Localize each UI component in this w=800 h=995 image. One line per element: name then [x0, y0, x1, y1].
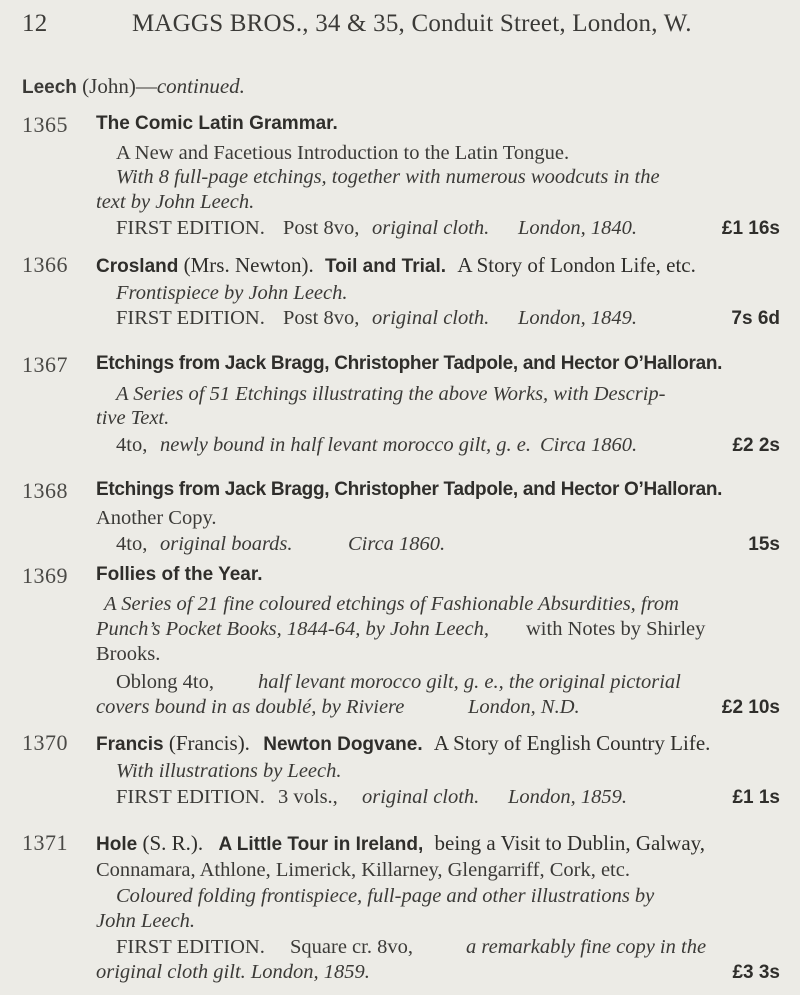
binding-label: original cloth. — [372, 217, 490, 239]
imprint-label: original cloth gilt. London, 1859. — [96, 961, 370, 983]
lot-number: 1367 — [22, 352, 68, 377]
entry-title: The Comic Latin Grammar. — [96, 113, 338, 134]
author-note: (John)— — [82, 74, 157, 98]
edition-label: FIRST EDITION. — [116, 307, 265, 329]
price-label: 15s — [748, 534, 780, 555]
binding-label: half levant morocco gilt, g. e., the original pictorial — [258, 671, 681, 693]
format-label: Post 8vo, — [283, 217, 360, 239]
entry-description: Frontispiece by John Leech. — [116, 282, 348, 304]
entry-description: A Series of 21 fine coloured etchings of Fashionable Absurdities, from — [104, 593, 679, 615]
price-label: £3 3s — [732, 962, 780, 983]
binding-label: original cloth. — [372, 307, 490, 329]
entry-description: text by John Leech. — [96, 191, 255, 213]
format-label: Square cr. 8vo, — [290, 936, 413, 958]
imprint-label: London, 1840. — [518, 217, 638, 239]
continued-label: continued. — [156, 74, 245, 98]
lot-number: 1366 — [22, 252, 68, 277]
entry-description: with Notes by Shirley — [526, 618, 706, 640]
lot-number: 1371 — [22, 830, 68, 855]
lot-number: 1369 — [22, 563, 68, 588]
entry-description: tive Text. — [96, 407, 170, 429]
lot-number: 1370 — [22, 730, 68, 755]
entry-description: Coloured folding frontispiece, full-page and other illustrations by — [116, 885, 655, 907]
edition-label: FIRST EDITION. — [116, 786, 265, 808]
price-label: £1 1s — [732, 787, 780, 808]
format-label: 4to, — [116, 434, 148, 456]
binding-label: original cloth. — [362, 786, 480, 808]
entry-description: A New and Facetious Introduction to the Latin Tongue. — [116, 142, 570, 164]
entry-description: Another Copy. — [96, 507, 217, 529]
entry-title: Hole (S. R.). A Little Tour in Ireland, being a Visit to Dublin, Galway, — [96, 831, 706, 855]
entry-title: Francis (Francis). Newton Dogvane. A Story of English Country Life. — [96, 731, 711, 755]
entry-description: Punch’s Pocket Books, 1844-64, by John Leech, — [96, 618, 489, 640]
entry-description: With 8 full-page etchings, together with numerous woodcuts in the — [116, 166, 660, 188]
imprint-label: London, 1849. — [518, 307, 638, 329]
author-heading — [22, 74, 245, 99]
imprint-label: Circa 1860. — [540, 434, 638, 456]
binding-label: covers bound in as doublé, by Riviere — [96, 696, 405, 718]
entry-title: Follies of the Year. — [96, 564, 263, 585]
imprint-label: London, N.D. — [468, 696, 580, 718]
entry-description: With illustrations by Leech. — [116, 760, 342, 782]
page-header — [22, 10, 780, 42]
price-label: £1 16s — [721, 218, 780, 239]
format-label: 4to, — [116, 533, 148, 555]
entry-title: Crosland (Mrs. Newton). Toil and Trial. A Story of London Life, etc. — [96, 253, 696, 277]
format-label: 3 vols., — [278, 786, 338, 808]
lot-number: 1365 — [22, 112, 68, 137]
lot-number: 1368 — [22, 478, 68, 503]
edition-label: FIRST EDITION. — [116, 217, 265, 239]
format-label: Oblong 4to, — [116, 671, 214, 693]
entry-description: Brooks. — [96, 643, 161, 665]
price-label: 7s 6d — [731, 308, 780, 329]
imprint-label: Circa 1860. — [348, 533, 446, 555]
edition-label: FIRST EDITION. — [116, 936, 265, 958]
entry-description: A Series of 51 Etchings illustrating the above Works, with Descrip- — [116, 383, 666, 405]
binding-label: original boards. — [160, 533, 293, 555]
format-label: Post 8vo, — [283, 307, 360, 329]
price-label: £2 10s — [721, 697, 780, 718]
author-name: Leech — [22, 77, 77, 98]
entry-description: Connamara, Athlone, Limerick, Killarney, Glengarriff, Cork, etc. — [96, 859, 630, 881]
price-label: £2 2s — [732, 435, 780, 456]
entry-description: John Leech. — [96, 910, 196, 932]
entry-title: Etchings from Jack Bragg, Christopher Tadpole, and Hector O’Halloran. — [96, 479, 723, 500]
imprint-label: London, 1859. — [508, 786, 628, 808]
page-number: 12 — [22, 10, 48, 37]
binding-label: newly bound in half levant morocco gilt, g. e. — [160, 434, 532, 456]
publisher-line: MAGGS BROS., 34 & 35, Conduit Street, London, W. — [132, 10, 692, 37]
entry-title: Etchings from Jack Bragg, Christopher Tadpole, and Hector O’Halloran. — [96, 353, 723, 374]
binding-label: a remarkably fine copy in the — [466, 936, 707, 958]
